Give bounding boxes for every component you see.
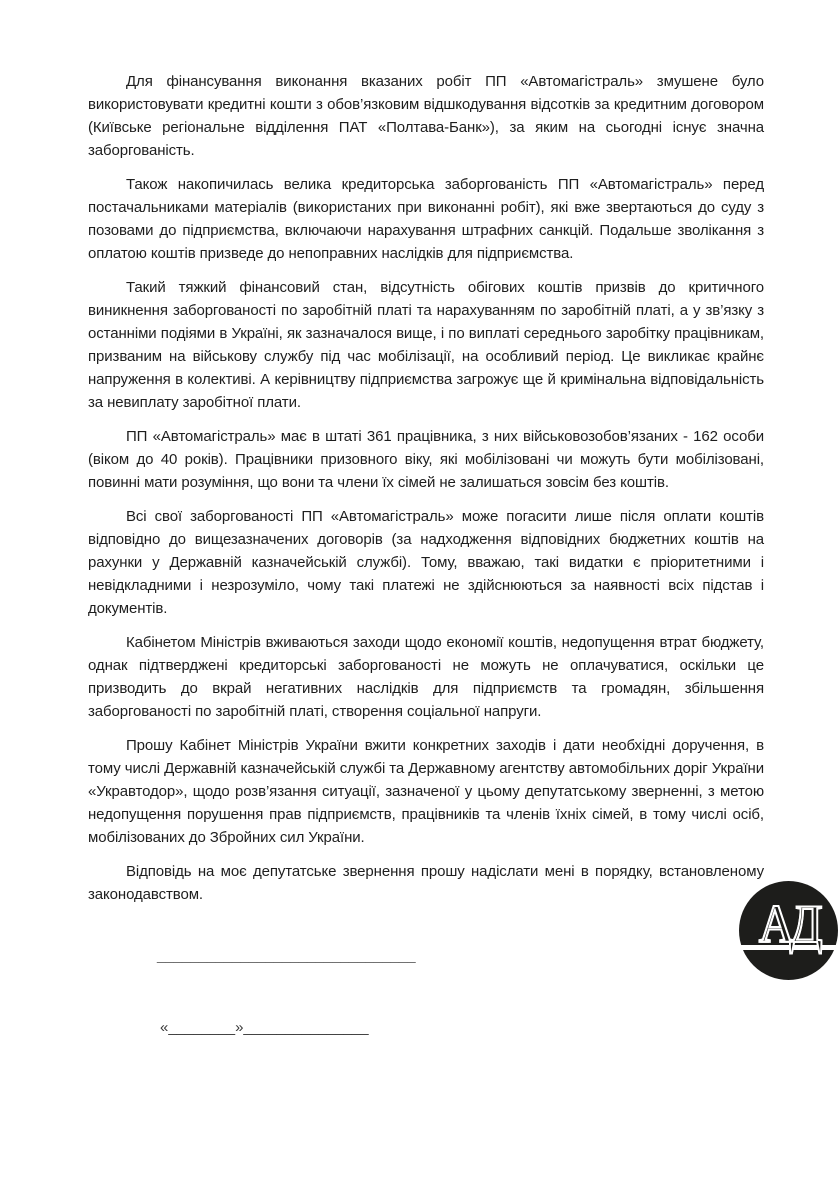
letter-body: [88, 70, 764, 917]
logo-monogram: АД: [758, 894, 819, 954]
paragraph-staff-numbers: ПП «Автомагістраль» має в штаті 361 працівника, з них військовозобов’язаних - 162 особи (віком до 40 років). Працівники призовного віку, які мобілізовані чи можуть бути мобілізовані, повинні мати розуміння, що вони та члени їх сімей не залишаться зовсім без коштів.: [88, 428, 764, 491]
paragraph-creditor-debt: Також накопичилась велика кредиторська заборгованість ПП «Автомагістраль» перед постачальниками матеріалів (використаних при виконанні робіт), які вже звертаються до суду з позовами до підприємства, включаючи нарахування штрафних санкцій. Подальше зволікання з оплатою коштів призведе до непоправних наслідків для підприємства.: [88, 176, 764, 262]
paragraph-cabinet-measures: Кабінетом Міністрів вживаються заходи щодо економії коштів, недопущення втрат бюджету, однак підтверджені кредиторські заборгованості не можуть не оплачуватися, оскільки це призводить до вкрай негативних наслідків для підприємств та громадян, збільшення заборгованості по заробітній платі, створення соціальної напруги.: [88, 634, 764, 720]
stamp-logo: [739, 881, 838, 980]
paragraph-financial-state: Такий тяжкий фінансовий стан, відсутність обігових коштів призвів до критичного виникнення заборгованості по заробітній платі та нарахуванням по заробітній платі, а у зв’язку з останніми подіями в Україні, як зазначалося вище, і по виплаті середнього заробітку працівникам, призваним на військову службу під час мобілізації, на особливий період. Це викликає крайнє напруження в колективі. А керівництву підприємства загрожує ще й кримінальна відповідальність за невиплату заробітної плати.: [88, 279, 764, 411]
paragraph-request-actions: Прошу Кабінет Міністрів України вжити конкретних заходів і дати необхідні доручення, в тому числі Державній казначейській службі та Державному агентству автомобільних доріг України «Укравтодор», щодо розв’язання ситуації, зазначеної у цьому депутатському зверненні, з метою недопущення порушення прав підприємств, працівників та членів їхніх сімей, в тому числі осіб, мобілізованих до Збройних сил України.: [88, 737, 764, 846]
paragraph-response-request: Відповідь на моє депутатське звернення прошу надіслати мені в порядку, встановленому законодавством.: [88, 863, 764, 903]
paragraph-debt-repayment: Всі свої заборгованості ПП «Автомагістраль» може погасити лише після оплати коштів відповідно до вищезазначених договорів (за надходження відповідних бюджетних коштів на рахунки у Державній казначейській службі). Тому, вважаю, такі видатки є пріоритетними і невідкладними і незрозуміло, чому такі платежі не здійснюються за наявності всіх підстав і документів.: [88, 508, 764, 617]
date-placeholder-line: «________»_______________: [160, 1019, 369, 1036]
paragraph-financing-credit: Для фінансування виконання вказаних робіт ПП «Автомагістраль» змушене було використовувати кредитні кошти з обов’язковим відшкодування відсотків за кредитним договором (Київське регіональне відділення ПАТ «Полтава-Банк»), за яким на сьогодні існує значна заборгованість.: [88, 73, 764, 159]
signature-line: _______________________________: [157, 947, 416, 964]
